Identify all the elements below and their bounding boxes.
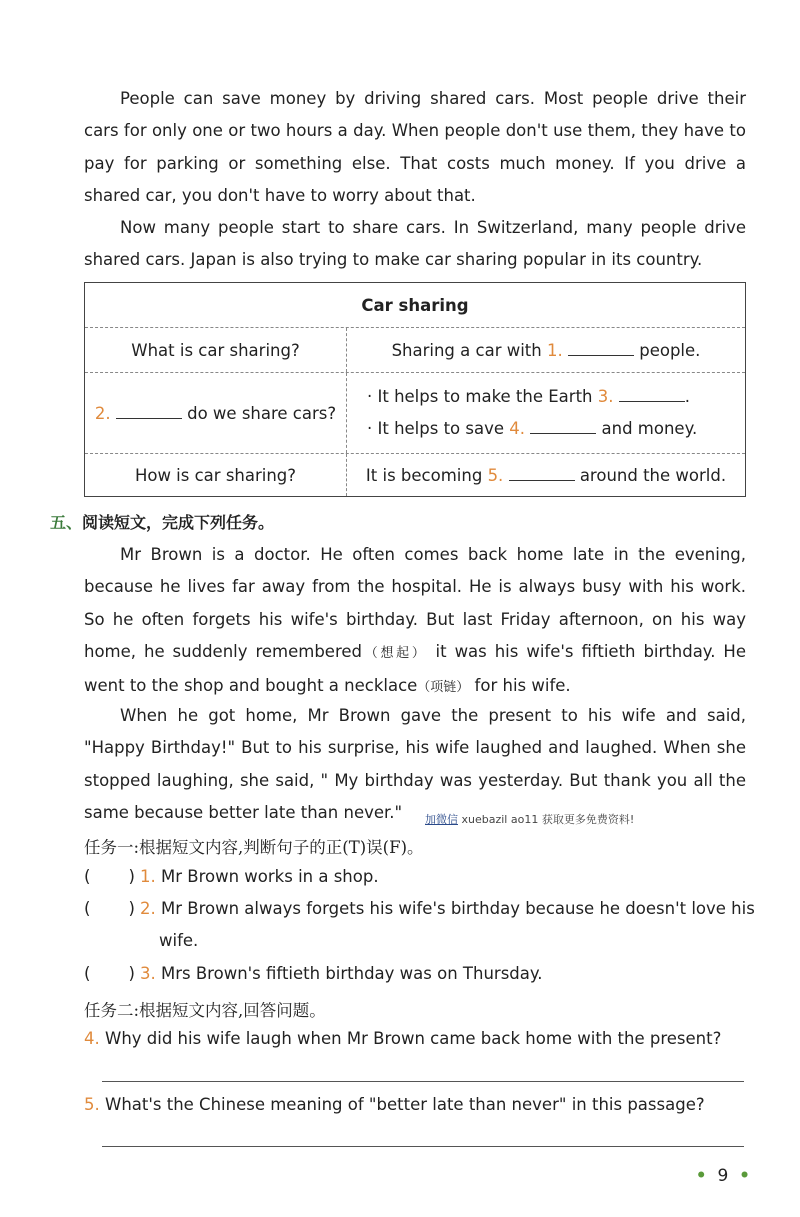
table-answer-bullet: · It helps to save 4. and money. (367, 419, 698, 438)
answer-blank[interactable] (509, 466, 575, 481)
tf-question-2-continued: wife. (159, 931, 199, 950)
passage-paragraph-1: People can save money by driving shared cars. Most people drive their cars for only one or two hours a day. When people don't use them, they have to pay for parking or something else. That costs much money. If you drive a shared car, you don't have to worry about that. (84, 89, 746, 205)
question-5: 5. What's the Chinese meaning of "better late than never" in this passage? (84, 1095, 705, 1114)
blank-number: 2. (94, 403, 111, 423)
gloss-note: （想起） (362, 645, 428, 661)
table-row (85, 454, 745, 496)
answer-paren[interactable]: ( ) (84, 899, 135, 918)
blank-number: 1. (546, 340, 563, 360)
table-answer-bullet: · It helps to make the Earth 3. . (367, 387, 691, 406)
table-answer: Sharing a car with 1. people. (391, 340, 701, 360)
answer-paren[interactable]: ( ) (84, 964, 135, 983)
answer-blank[interactable] (568, 341, 634, 356)
answer-blank[interactable] (619, 387, 685, 402)
blank-number: 4. (509, 419, 526, 438)
answer-blank[interactable] (116, 404, 182, 419)
task-two-instruction: 任务二:根据短文内容,回答问题。 (84, 1001, 326, 1020)
blank-number: 3. (597, 387, 614, 406)
table-question: 2. do we share cars? (94, 403, 337, 423)
page-number: • 9 • (695, 1166, 750, 1186)
tf-question-1: ( ) 1. Mr Brown works in a shop. (84, 867, 379, 886)
story-paragraph-1: Mr Brown is a doctor. He often comes back home late in the evening, because he lives far away from the hospital. He is always busy with his work. So he often forgets his wife's birthday. But last Friday afternoon, on his way home, he suddenly remembered（想起） it was his wife's fiftieth birthday. He went to the shop and bought a necklace（项链） for his wife. (84, 545, 746, 696)
watermark-text: 加微信 xuebazil ao11 获取更多免费资料! (425, 813, 635, 826)
tf-question-2: ( ) 2. Mr Brown always forgets his wife's birthday because he doesn't love his (84, 899, 755, 918)
table-title-row (85, 283, 745, 328)
answer-paren[interactable]: ( ) (84, 867, 135, 886)
section-heading (50, 510, 274, 533)
table-answer: It is becoming 5. around the world. (365, 465, 727, 485)
car-sharing-table (84, 282, 746, 497)
section-title: 阅读短文，完成下列任务。 (82, 513, 275, 532)
answer-blank[interactable] (530, 419, 596, 434)
section-number: 五、 (50, 513, 83, 532)
question-4: 4. Why did his wife laugh when Mr Brown came back home with the present? (84, 1029, 722, 1048)
tf-question-3: ( ) 3. Mrs Brown's fiftieth birthday was on Thursday. (84, 964, 543, 983)
answer-line-5[interactable] (102, 1146, 744, 1147)
blank-number: 5. (487, 465, 504, 485)
answer-line-4[interactable] (102, 1081, 744, 1082)
task-one-instruction: 任务一:根据短文内容,判断句子的正(T)误(F)。 (84, 838, 424, 857)
table-row (85, 328, 745, 373)
table-question: How is car sharing? (134, 465, 297, 485)
story-paragraph-2: When he got home, Mr Brown gave the present to his wife and said, "Happy Birthday!" But to his surprise, his wife laughed and laughed. When she stopped laughing, she said, " My birthday was yesterday. But thank you all the same because better late than never." (84, 706, 746, 822)
table-row (85, 373, 745, 454)
table-title: Car sharing (361, 295, 469, 315)
passage-paragraph-2: Now many people start to share cars. In Switzerland, many people drive shared cars. Japan is also trying to make car sharing popular in its country. (84, 218, 746, 270)
gloss-note: （项链） (417, 680, 470, 696)
table-question: What is car sharing? (131, 340, 300, 360)
